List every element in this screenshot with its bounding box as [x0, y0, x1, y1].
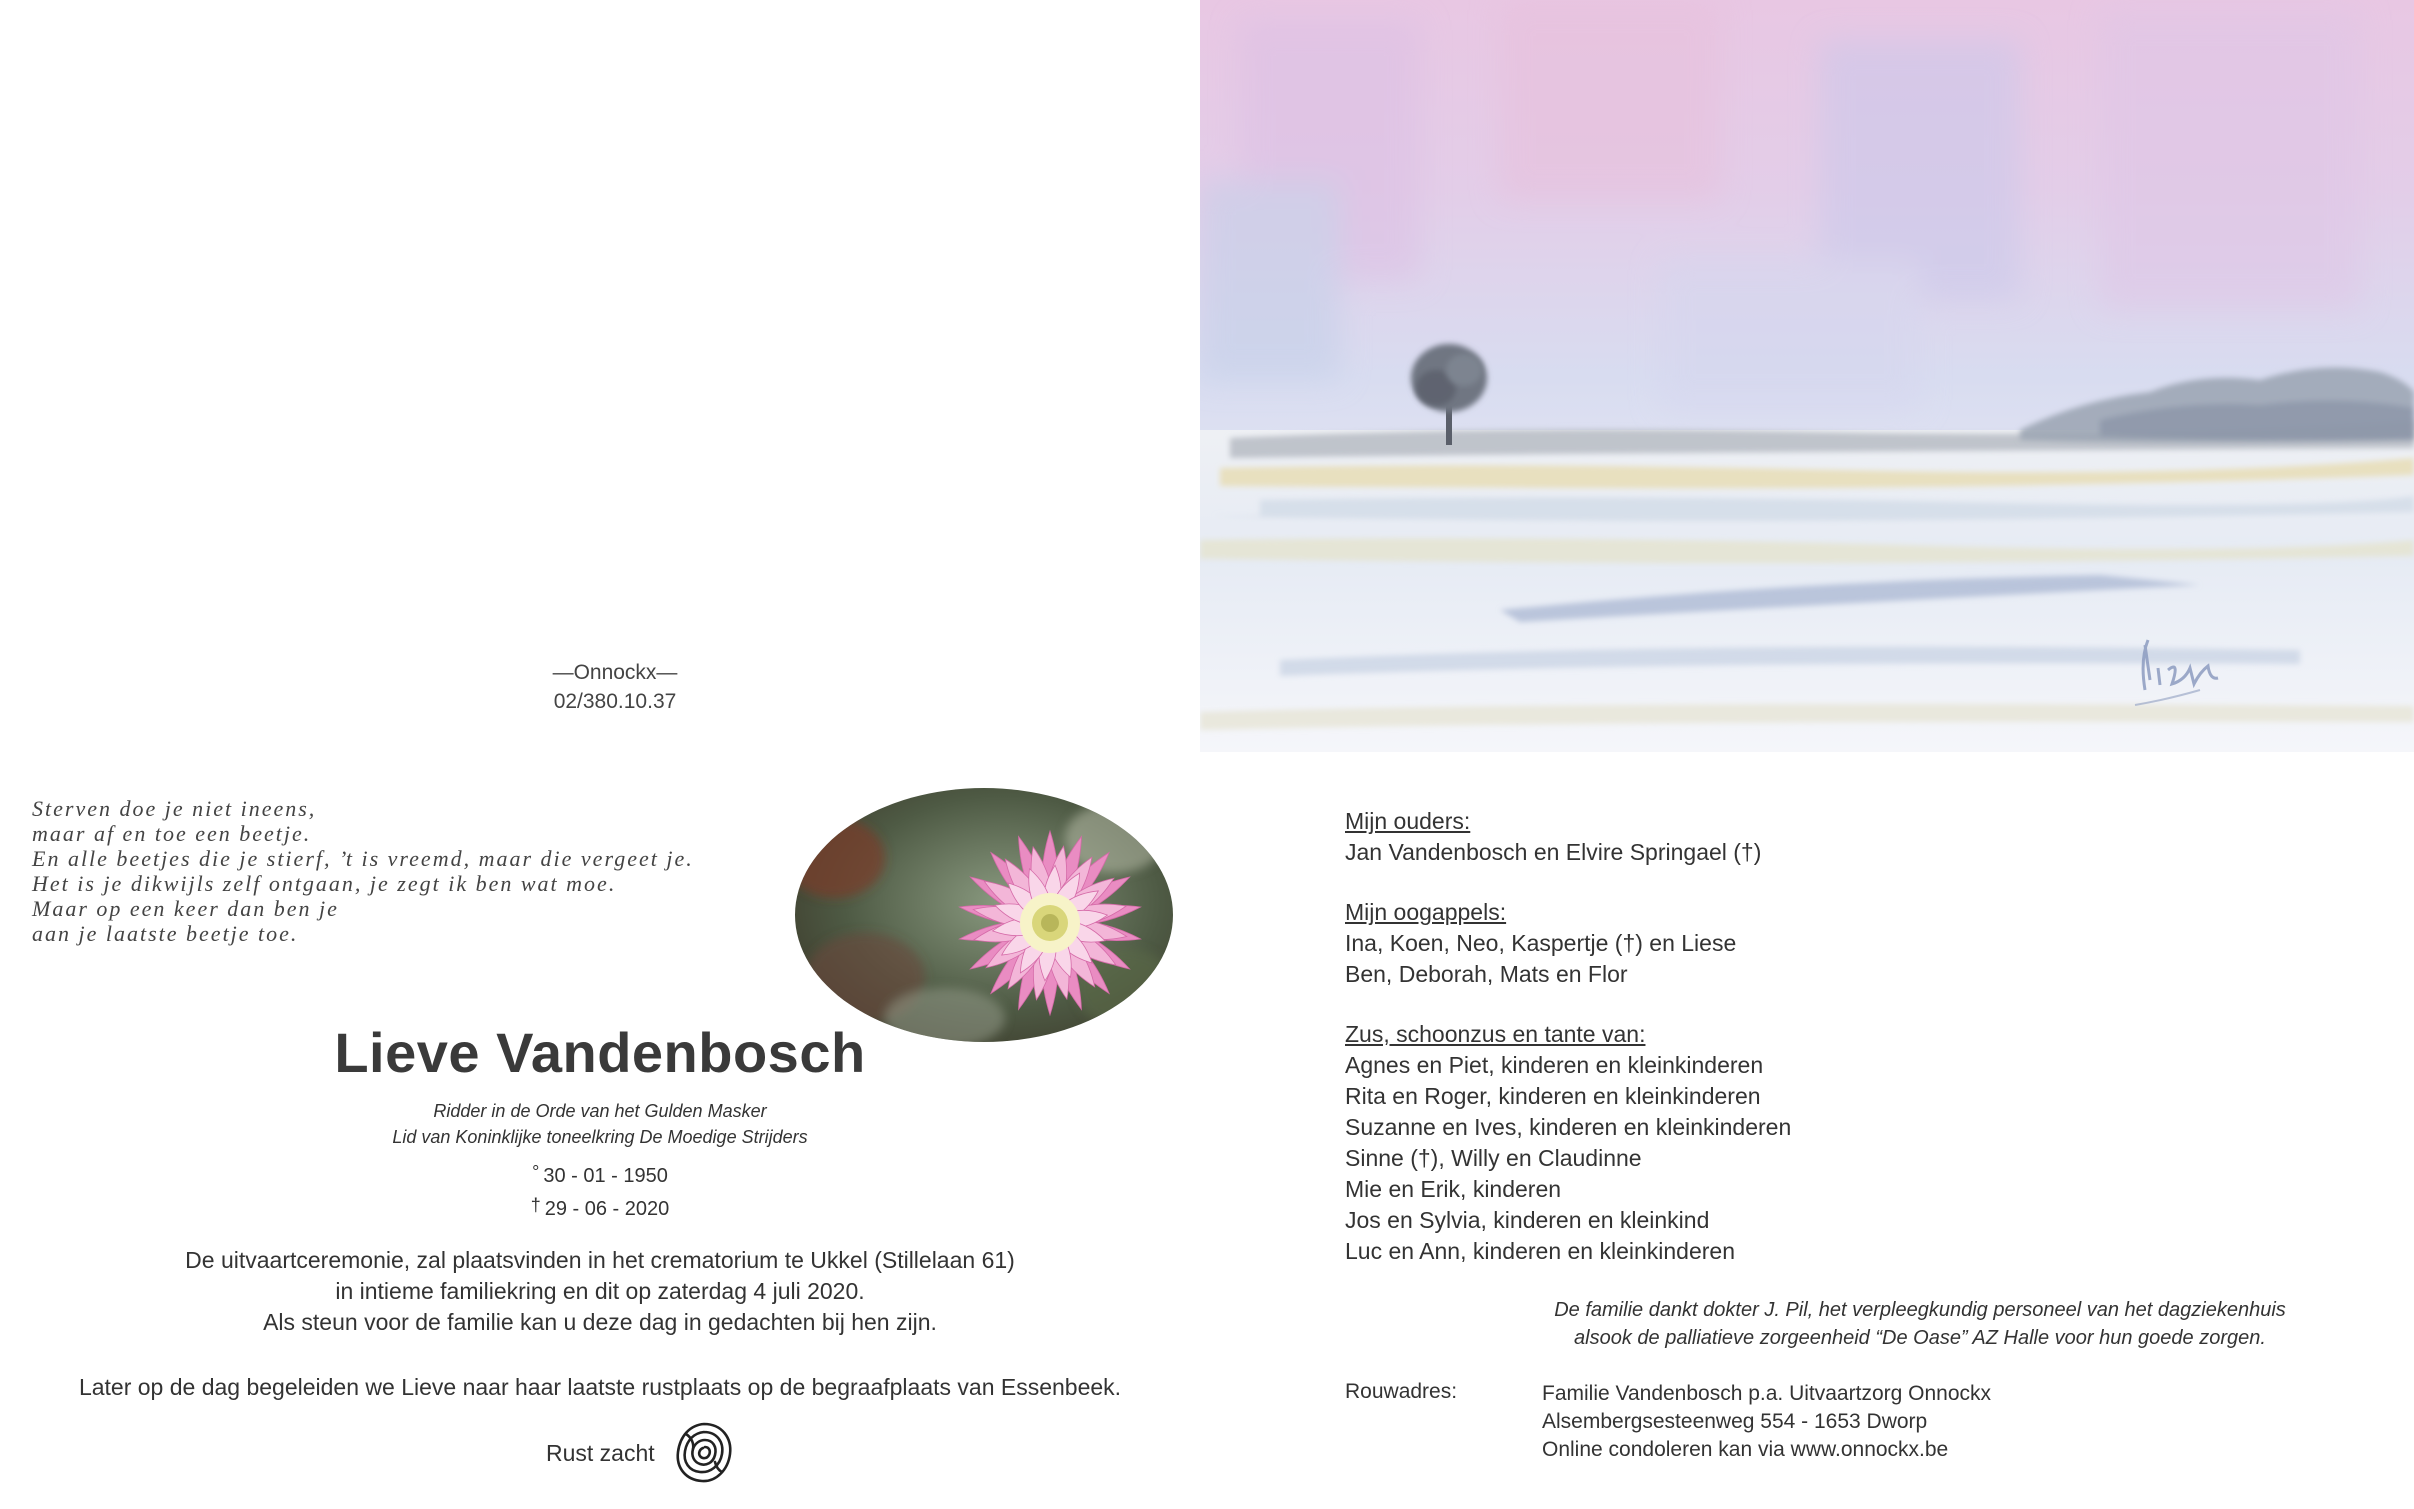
family-list [1345, 806, 2245, 1296]
siblings-section [1345, 1019, 2245, 1267]
address-line: Alsembergsesteenweg 554 - 1653 Dworp [1542, 1410, 1928, 1433]
poem-line: Maar op een keer dan ben je [32, 896, 339, 921]
birth-symbol: ° [532, 1162, 540, 1182]
siblings-line: Sinne (†), Willy en Claudinne [1345, 1145, 1642, 1171]
siblings-line: Rita en Roger, kinderen en kleinkinderen [1345, 1083, 1761, 1109]
address-line: Familie Vandenbosch p.a. Uitvaartzorg Onnockx [1542, 1382, 1991, 1405]
watercolor-landscape-painting [1200, 0, 2414, 752]
parents-line: Jan Vandenbosch en Elvire Springael (†) [1345, 839, 1762, 865]
ceremony-line: De uitvaartceremonie, zal plaatsvinden in het crematorium te Ukkel (Stillelaan 61) [185, 1247, 1015, 1273]
address-line: Online condoleren kan via www.onnockx.be [1542, 1438, 1949, 1461]
siblings-line: Mie en Erik, kinderen [1345, 1176, 1562, 1202]
parents-heading: Mijn ouders: [1345, 808, 1471, 834]
poem-line: aan je laatste beetje toe. [32, 921, 299, 946]
funeral-home-phone: 02/380.10.37 [553, 690, 677, 713]
poem-line: Het is je dikwijls zelf ontgaan, je zegt ik ben wat moe. [32, 871, 617, 896]
siblings-line: Jos en Sylvia, kinderen en kleinkind [1345, 1207, 1710, 1233]
rest-in-peace-text: Rust zacht [546, 1440, 655, 1466]
ceremony-line: Als steun voor de familie kan u deze dag in gedachten bij hen zijn. [263, 1309, 937, 1335]
rose-icon [672, 1420, 736, 1486]
poem-line: En alle beetjes die je stierf, ’t is vreemd, maar die vergeet je. [32, 846, 694, 871]
siblings-line: Luc en Ann, kinderen en kleinkinderen [1345, 1238, 1736, 1264]
poem-line: Sterven doe je niet ineens, [32, 796, 317, 821]
thank-you-note [1420, 1296, 2414, 1352]
grandchildren-heading: Mijn oogappels: [1345, 899, 1507, 925]
grandchildren-line: Ben, Deborah, Mats en Flor [1345, 961, 1628, 987]
thanks-line: alsook de palliatieve zorgeenheid “De Oase” AZ Halle voor hun goede zorgen. [1574, 1327, 2266, 1349]
ceremony-line: in intieme familiekring en dit op zaterdag 4 juli 2020. [335, 1278, 865, 1304]
thanks-line: De familie dankt dokter J. Pil, het verpleegkundig personeel van het dagziekenhuis [1554, 1299, 2286, 1321]
title-line: Ridder in de Orde van het Gulden Masker [433, 1101, 767, 1121]
death-symbol: † [530, 1195, 541, 1215]
siblings-line: Suzanne en Ives, kinderen en kleinkinderen [1345, 1114, 1792, 1140]
life-dates [180, 1160, 1020, 1226]
siblings-heading: Zus, schoonzus en tante van: [1345, 1021, 1646, 1047]
siblings-line: Agnes en Piet, kinderen en kleinkinderen [1345, 1052, 1764, 1078]
funeral-home-info [410, 658, 820, 716]
birth-date: 30 - 01 - 1950 [543, 1165, 668, 1187]
title-line: Lid van Koninklijke toneelkring De Moedige Strijders [392, 1127, 808, 1147]
parents-section [1345, 806, 2245, 868]
cactus-flower-photo [795, 788, 1173, 1042]
mourning-address-label: Rouwadres: [1345, 1380, 1458, 1403]
poem [32, 796, 772, 946]
funeral-home-name: —Onnockx— [552, 661, 678, 684]
grandchildren-line: Ina, Koen, Neo, Kaspertje (†) en Liese [1345, 930, 1737, 956]
birth-date-line [180, 1160, 1020, 1193]
death-date: 29 - 06 - 2020 [544, 1198, 670, 1220]
burial-info: Later op de dag begeleiden we Lieve naar haar laatste rustplaats op de begraafplaats van Essenbeek. [78, 1374, 1122, 1400]
mourning-address [1542, 1380, 1991, 1464]
grandchildren-section [1345, 897, 2245, 990]
death-date-line [180, 1193, 1020, 1226]
deceased-name: Lieve Vandenbosch [334, 1021, 866, 1084]
ceremony-info [60, 1245, 1140, 1338]
honorary-titles [180, 1098, 1020, 1150]
poem-line: maar af en toe een beetje. [32, 821, 312, 846]
